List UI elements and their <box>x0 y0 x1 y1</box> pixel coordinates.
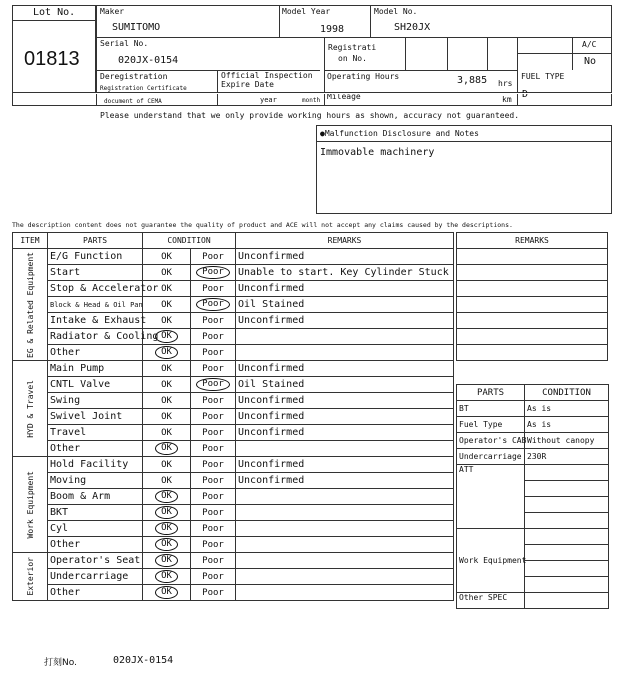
condition-poor: Poor <box>202 363 224 374</box>
item-header: ITEM <box>13 233 48 249</box>
remark-cell <box>236 505 454 521</box>
table-row <box>13 553 454 569</box>
table-row <box>13 409 454 425</box>
serial-no-label: Serial No. <box>100 39 149 48</box>
condition-poor-circled: Poor <box>196 298 230 311</box>
condition-ok-cell <box>143 585 191 601</box>
item-group-cell <box>13 553 48 601</box>
part-cell: Other <box>48 537 143 553</box>
remark-cell: Unconfirmed <box>236 249 454 265</box>
part-cell: Block & Head & Oil Pan <box>48 297 143 313</box>
part-cell: E/G Function <box>48 249 143 265</box>
condition-ok-circled: OK <box>155 538 178 551</box>
inspection-label-1: Official Inspection <box>221 71 313 80</box>
remark-cell <box>236 537 454 553</box>
att-value-cell <box>525 481 609 497</box>
condition-poor-cell <box>191 489 236 505</box>
att-value-cell <box>525 497 609 513</box>
remark-cell: Unconfirmed <box>236 313 454 329</box>
spec-row <box>457 449 609 465</box>
table-row <box>13 393 454 409</box>
condition-ok-cell <box>143 489 191 505</box>
condition-ok: OK <box>161 315 172 326</box>
registration-label-2: on No. <box>338 54 367 63</box>
condition-poor: Poor <box>202 459 224 470</box>
right-remarks-table <box>456 232 608 361</box>
table-row <box>13 281 454 297</box>
registration-certificate-label: Registration Certificate <box>100 85 187 92</box>
condition-poor: Poor <box>202 475 224 486</box>
right-remarks-row <box>457 313 608 329</box>
part-cell: Other <box>48 345 143 361</box>
spec-condition: 230R <box>525 449 609 465</box>
condition-poor-cell <box>191 329 236 345</box>
item-group-label: HYD & Travel <box>25 379 35 438</box>
part-cell: Operator's Seat <box>48 553 143 569</box>
condition-ok: OK <box>161 475 172 486</box>
maker-value: SUMITOMO <box>112 22 161 33</box>
ac-label: A/C <box>582 40 597 49</box>
remark-cell: Unconfirmed <box>236 473 454 489</box>
work-equipment-value-cell <box>525 545 609 561</box>
spec-row <box>457 417 609 433</box>
condition-poor-cell <box>191 569 236 585</box>
condition-poor: Poor <box>202 427 224 438</box>
remark-cell <box>236 345 454 361</box>
item-group-label: EG & Related Equipment <box>25 251 35 358</box>
item-group-cell <box>13 457 48 553</box>
table-row <box>13 585 454 601</box>
table-row <box>13 265 454 281</box>
condition-poor-cell <box>191 537 236 553</box>
condition-poor: Poor <box>202 331 224 342</box>
condition-ok: OK <box>161 267 172 278</box>
spec-table <box>456 384 609 609</box>
spec-row <box>457 433 609 449</box>
condition-poor-cell <box>191 377 236 393</box>
condition-ok-cell <box>143 537 191 553</box>
remark-cell <box>236 521 454 537</box>
ac-value: No <box>584 56 597 67</box>
condition-table <box>12 232 454 601</box>
condition-ok: OK <box>161 411 172 422</box>
condition-ok: OK <box>161 363 172 374</box>
condition-poor: Poor <box>202 411 224 422</box>
other-spec-value-cell <box>525 593 609 609</box>
part-cell: Cyl <box>48 521 143 537</box>
table-row <box>13 457 454 473</box>
condition-ok-cell <box>143 409 191 425</box>
table-row <box>13 489 454 505</box>
condition-ok-circled: OK <box>155 570 178 583</box>
part-cell: Stop & Accelerator <box>48 281 143 297</box>
part-cell: BKT <box>48 505 143 521</box>
condition-ok: OK <box>161 251 172 262</box>
model-no-label: Model No. <box>374 7 418 16</box>
condition-poor: Poor <box>202 523 224 534</box>
spec-part: BT <box>457 401 525 417</box>
condition-ok-circled: OK <box>155 330 178 343</box>
spec-row <box>457 401 609 417</box>
condition-poor: Poor <box>202 251 224 262</box>
stamp-value: 020JX-0154 <box>113 655 174 666</box>
part-cell: Boom & Arm <box>48 489 143 505</box>
inspection-label-2: Expire Date <box>221 80 274 89</box>
table-row <box>13 297 454 313</box>
table-row <box>13 361 454 377</box>
condition-poor: Poor <box>202 443 224 454</box>
condition-ok-cell <box>143 345 191 361</box>
hours-notice: Please understand that we only provide working hours as shown, accuracy not guaranteed. <box>100 111 520 120</box>
part-cell: Hold Facility <box>48 457 143 473</box>
remark-cell: Oil Stained <box>236 297 454 313</box>
serial-no-value: 020JX-0154 <box>118 55 179 66</box>
part-cell: Swing <box>48 393 143 409</box>
model-no-value: SH20JX <box>394 22 431 33</box>
table-row <box>13 569 454 585</box>
remark-cell: Unconfirmed <box>236 457 454 473</box>
item-group-cell <box>13 361 48 457</box>
part-cell: Travel <box>48 425 143 441</box>
operating-hours-value: 3,885 <box>457 75 488 86</box>
condition-poor-cell <box>191 473 236 489</box>
mileage-label: Mileage <box>327 92 361 101</box>
hrs-unit: hrs <box>498 79 513 88</box>
remark-cell: Unconfirmed <box>236 361 454 377</box>
right-remarks-row <box>457 249 608 265</box>
condition-poor-cell <box>191 281 236 297</box>
condition-ok-cell <box>143 521 191 537</box>
spec-part: Fuel Type <box>457 417 525 433</box>
remark-cell: Unconfirmed <box>236 281 454 297</box>
condition-ok-circled: OK <box>155 442 178 455</box>
condition-header: CONDITION <box>143 233 236 249</box>
condition-poor-cell <box>191 297 236 313</box>
condition-ok-circled: OK <box>155 506 178 519</box>
condition-poor-cell <box>191 361 236 377</box>
condition-poor: Poor <box>202 491 224 502</box>
condition-ok-cell <box>143 425 191 441</box>
remark-cell: Unable to start. Key Cylinder Stuck <box>236 265 454 281</box>
right-remarks-row <box>457 265 608 281</box>
condition-ok: OK <box>161 395 172 406</box>
model-year-value: 1998 <box>320 24 345 35</box>
table-row <box>13 537 454 553</box>
remark-cell <box>236 553 454 569</box>
work-equipment-value-cell <box>525 561 609 577</box>
model-year-label: Model Year <box>282 7 331 16</box>
condition-ok: OK <box>161 427 172 438</box>
right-remarks-row <box>457 329 608 345</box>
part-cell: Other <box>48 585 143 601</box>
condition-ok-cell <box>143 361 191 377</box>
table-row <box>13 521 454 537</box>
month-label: month <box>302 97 321 104</box>
condition-ok-circled: OK <box>155 522 178 535</box>
condition-ok-cell <box>143 505 191 521</box>
condition-ok: OK <box>161 459 172 470</box>
condition-poor-cell <box>191 425 236 441</box>
condition-poor: Poor <box>202 555 224 566</box>
spec-header-parts: PARTS <box>457 385 525 401</box>
condition-poor-cell <box>191 457 236 473</box>
parts-header: PARTS <box>48 233 143 249</box>
spec-part: Operator's CAB <box>457 433 525 449</box>
table-row <box>13 377 454 393</box>
remark-cell: Unconfirmed <box>236 393 454 409</box>
work-equipment-label: Work Equipment <box>457 529 525 593</box>
condition-poor-cell <box>191 505 236 521</box>
remark-cell <box>236 441 454 457</box>
condition-ok-cell <box>143 441 191 457</box>
table-row <box>13 425 454 441</box>
spec-condition: As is <box>525 401 609 417</box>
spec-header-condition: CONDITION <box>525 385 609 401</box>
item-group-label: Exterior <box>25 557 35 596</box>
spec-condition: Without canopy <box>525 433 609 449</box>
registration-label-1: Registrati <box>328 43 377 52</box>
table-row <box>13 345 454 361</box>
remarks-header: REMARKS <box>236 233 454 249</box>
condition-ok-cell <box>143 457 191 473</box>
condition-ok: OK <box>161 299 172 310</box>
remark-cell: Unconfirmed <box>236 409 454 425</box>
right-remarks-row <box>457 297 608 313</box>
part-cell: Intake & Exhaust <box>48 313 143 329</box>
condition-poor: Poor <box>202 507 224 518</box>
condition-ok-cell <box>143 393 191 409</box>
remark-cell <box>236 585 454 601</box>
right-remarks-row <box>457 345 608 361</box>
remark-cell <box>236 329 454 345</box>
condition-poor-cell <box>191 345 236 361</box>
condition-poor-cell <box>191 553 236 569</box>
operating-hours-label: Operating Hours <box>327 72 400 81</box>
condition-poor: Poor <box>202 539 224 550</box>
km-unit: km <box>502 95 512 104</box>
condition-poor-circled: Poor <box>196 378 230 391</box>
condition-ok-cell <box>143 265 191 281</box>
other-spec-label: Other SPEC <box>457 593 525 609</box>
condition-poor-cell <box>191 265 236 281</box>
condition-poor: Poor <box>202 283 224 294</box>
part-cell: Start <box>48 265 143 281</box>
lot-no-label: Lot No. <box>33 7 76 18</box>
condition-poor-cell <box>191 313 236 329</box>
stamp-label: 打刻No. <box>44 658 77 668</box>
part-cell: Other <box>48 441 143 457</box>
part-cell: Moving <box>48 473 143 489</box>
part-cell: Undercarriage <box>48 569 143 585</box>
condition-poor-cell <box>191 409 236 425</box>
condition-ok: OK <box>161 379 172 390</box>
condition-poor-cell <box>191 521 236 537</box>
spec-part: Undercarriage <box>457 449 525 465</box>
part-cell: CNTL Valve <box>48 377 143 393</box>
condition-ok-circled: OK <box>155 586 178 599</box>
condition-ok-circled: OK <box>155 346 178 359</box>
condition-ok-cell <box>143 377 191 393</box>
condition-ok: OK <box>161 283 172 294</box>
document-cema-label: document of CEMA <box>104 98 162 105</box>
condition-ok-cell <box>143 473 191 489</box>
condition-ok-cell <box>143 569 191 585</box>
disclaimer: The description content does not guarantee the quality of product and ACE will not accept any claims caused by the descriptions. <box>12 221 513 229</box>
condition-poor: Poor <box>202 395 224 406</box>
malfunction-text: Immovable machinery <box>320 147 435 158</box>
condition-poor: Poor <box>202 571 224 582</box>
fuel-type-label: FUEL TYPE <box>521 72 565 81</box>
condition-ok-circled: OK <box>155 554 178 567</box>
condition-poor-circled: Poor <box>196 266 230 279</box>
table-row <box>13 313 454 329</box>
part-cell: Main Pump <box>48 361 143 377</box>
table-row <box>13 249 454 265</box>
table-row <box>13 505 454 521</box>
right-remarks-row <box>457 281 608 297</box>
part-cell: Radiator & Cooling <box>48 329 143 345</box>
att-value-cell <box>525 513 609 529</box>
remark-cell: Oil Stained <box>236 377 454 393</box>
lot-no-value: 01813 <box>24 48 80 70</box>
condition-poor-cell <box>191 585 236 601</box>
condition-poor-cell <box>191 441 236 457</box>
condition-ok-cell <box>143 313 191 329</box>
condition-poor-cell <box>191 249 236 265</box>
right-remarks-header: REMARKS <box>457 233 608 249</box>
condition-ok-cell <box>143 297 191 313</box>
malfunction-box <box>316 125 612 214</box>
deregistration-label: Deregistration <box>100 72 168 81</box>
remark-cell <box>236 489 454 505</box>
part-cell: Swivel Joint <box>48 409 143 425</box>
att-label: ATT <box>457 465 525 529</box>
work-equipment-value-cell <box>525 529 609 545</box>
work-equipment-value-cell <box>525 577 609 593</box>
remark-cell: Unconfirmed <box>236 425 454 441</box>
condition-ok-cell <box>143 553 191 569</box>
remark-cell <box>236 569 454 585</box>
table-row <box>13 329 454 345</box>
maker-label: Maker <box>100 7 125 16</box>
condition-ok-circled: OK <box>155 490 178 503</box>
malfunction-title: ●Malfunction Disclosure and Notes <box>320 129 479 138</box>
table-row <box>13 473 454 489</box>
fuel-type-value: D <box>522 89 529 100</box>
att-value-cell <box>525 465 609 481</box>
item-group-label: Work Equipment <box>25 470 35 539</box>
condition-poor: Poor <box>202 587 224 598</box>
item-group-cell <box>13 249 48 361</box>
condition-ok-cell <box>143 249 191 265</box>
spec-condition: As is <box>525 417 609 433</box>
table-row <box>13 441 454 457</box>
year-label: year <box>260 96 277 104</box>
condition-poor-cell <box>191 393 236 409</box>
condition-poor: Poor <box>202 347 224 358</box>
condition-poor: Poor <box>202 315 224 326</box>
